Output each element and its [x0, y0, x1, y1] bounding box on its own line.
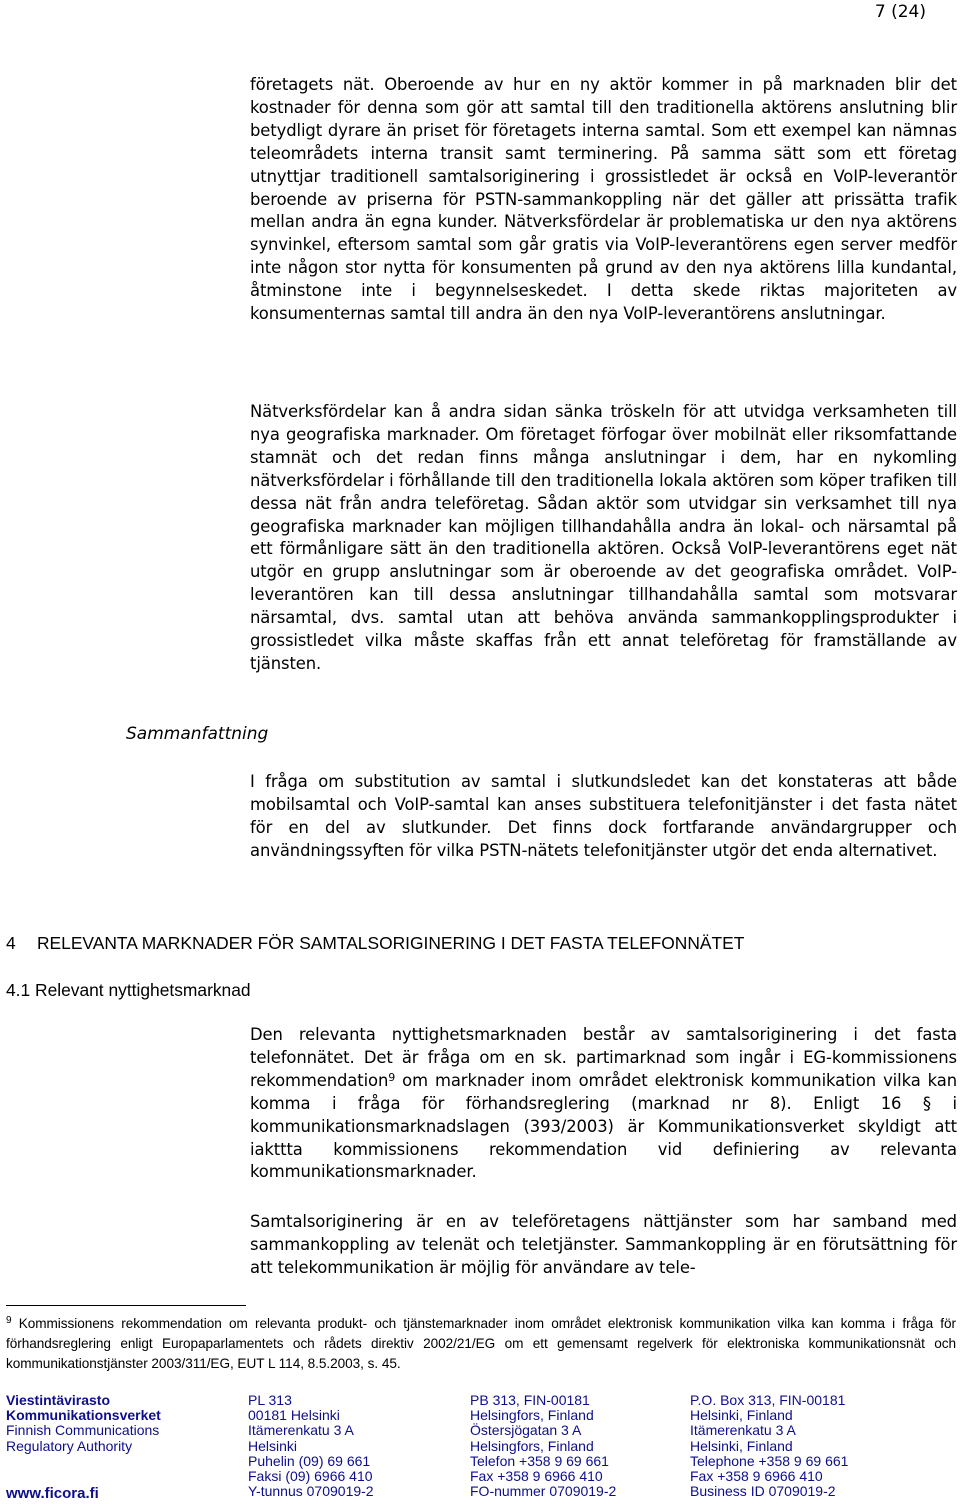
subsection-heading-4-1: 4.1 Relevant nyttighetsmarknad — [6, 980, 251, 1000]
footer-line: Faksi (09) 6966 410 — [248, 1468, 373, 1485]
section-heading-4 — [6, 933, 744, 954]
footer-line: Fax +358 9 6966 410 — [690, 1468, 823, 1485]
footer-agency-swedish: Kommunikationsverket — [6, 1407, 161, 1424]
footer-agency-english-1: Finnish Communications — [6, 1422, 160, 1439]
footer-line: Itämerenkatu 3 A — [690, 1422, 796, 1439]
footer-line: Telephone +358 9 69 661 — [690, 1452, 849, 1469]
footer-line: Telefon +358 9 69 661 — [470, 1452, 609, 1469]
footer-line: P.O. Box 313, FIN-00181 — [690, 1392, 846, 1408]
footer-address-swedish — [470, 1393, 616, 1499]
paragraph-call-origination: Samtalsoriginering är en av teleföretagens nättjänster som har samband med sammankoppling av telenät och teletjänster. Sammankoppling är en förutsättning för att telekommunikation är möjlig för användare av tele- — [250, 1212, 957, 1277]
footer-line: Helsinki, Finland — [690, 1407, 793, 1424]
footnote-text: Kommissionens rekommendation om relevanta produkt- och tjänstemarknader inom området elektronisk kommunikation vilka kan komma i fråga för förhandsreglering enligt Europaparlamentets och rådets direktiv 2002/21/EG om ett gemensamt regelverk för elektroniska kommunikationsnät och kommunikationstjänster 2003/311/EG, EUT L 114, 8.5.2003, s. 45. — [6, 1316, 956, 1371]
page-number: 7 (24) — [874, 2, 926, 22]
section-number: 4 — [6, 933, 16, 953]
section-title: RELEVANTA MARKNADER FÖR SAMTALSORIGINERING I DET FASTA TELEFONNÄTET — [37, 933, 745, 953]
footer-line: Östersjögatan 3 A — [470, 1422, 582, 1439]
footer-line: Helsinki, Finland — [690, 1437, 793, 1454]
paragraph-network-effects: företagets nät. Oberoende av hur en ny aktör kommer in på marknaden blir det kostnader för denna som gör att samtal till den traditionella aktörens anslutning blir betydligt dyrare än priset för företagets interna samtal. Som ett exempel kan nämnas teleområdets interna transit samt terminering. På samma sätt som ett företag utnyttjar traditionell samtalsoriginering i grossistledet är också en VoIP-leverantör beroende av priserna för PSTN-sammankoppling när det gäller att prissätta trafik mellan andra än egna kunder. Nätverksfördelar är problematiska ur den nya aktörens synvinkel, eftersom samtal som går gratis via VoIP-leverantörens egen server medför inte någon stor nytta för konsumenten på grund av den nya aktörens lilla kundantal, åtminstone inte i begynnelseskedet. I detta skede riktas majoriteten av konsumenternas samtal till andra än den nya VoIP-leverantörens anslutningar. — [250, 75, 957, 324]
paragraph-summary: I fråga om substitution av samtal i slutkundsledet kan det konstateras att både mobilsamtal och VoIP-samtal kan anses substituera telefonitjänster i det fasta nätet för en del av slutkunder. Det finns dock fortfarande användargrupper och användningssyften för vilka PSTN-nätets telefonitjänster utgör det enda alternativet. — [250, 772, 957, 860]
footer-website-link[interactable]: www.ficora.fi — [6, 1485, 99, 1502]
footer-line: 00181 Helsinki — [248, 1407, 340, 1424]
footer-line: Helsingfors, Finland — [470, 1437, 594, 1454]
footer-line: PL 313 — [248, 1392, 292, 1408]
footnote-mark: 9 — [6, 1315, 12, 1326]
footer-line: FO-nummer 0709019-2 — [470, 1483, 617, 1500]
footer-line: Itämerenkatu 3 A — [248, 1422, 354, 1439]
footnote-reference: 9 — [388, 1070, 396, 1084]
footer-line: Puhelin (09) 69 661 — [248, 1452, 371, 1469]
paragraph-relevant-market — [250, 1024, 957, 1184]
footer-agency-english-2: Regulatory Authority — [6, 1437, 133, 1454]
footer-line: Fax +358 9 6966 410 — [470, 1468, 603, 1485]
paragraph-geographic-markets: Nätverksfördelar kan å andra sidan sänka tröskeln för att utvidga verksamheten till nya geografiska marknader. Om företaget förfogar över mobilnät eller riksomfattande stamnät och det redan finns många anslutningar i dem, har en nykomling nätverksfördelar i förhållande till den traditionella lokala aktören som köper trafiken till dessa nät från andra teleföretag. Sådan aktör som utvidgar sin verksamhet till nya geografiska marknader kan möjligen tillhandahålla andra än lokal- och närsamtal på ett förmånligare sätt än den traditionella aktören. Också VoIP-leverantörens eget nät utgör en grupp anslutningar som är oberoende av det geografiska området. VoIP-leverantören kan till dessa anslutningar tillhandahålla samtal som motsvarar närsamtal, dvs. samtal utan att behöva använda sammankopplingsprodukter i grossistledet vilka måste skaffas från ett annat teleföretag för framställande av tjänsten. — [250, 402, 957, 673]
footer-line: Helsinki — [248, 1437, 298, 1454]
footer-line: Helsingfors, Finland — [470, 1407, 594, 1424]
footer-line: Business ID 0709019-2 — [690, 1483, 836, 1500]
paragraph-text-end: om marknader inom området elektronisk kommunikation vilka kan komma i fråga för förhandsreglering (marknad nr 8). Enligt 16 § i kommunikationsmarknadslagen (393/2003) är Kommunikationsverket skyldigt att iakttta kommissionens rekommendation vid definiering av relevanta kommunikationsmarknader. — [250, 1070, 957, 1182]
footer-address-english — [690, 1393, 848, 1499]
footer-agency-finnish: Viestintävirasto — [6, 1392, 111, 1408]
footnote — [6, 1314, 956, 1373]
footer-address-finnish — [248, 1393, 374, 1499]
summary-label: Sammanfattning — [126, 724, 269, 744]
footnote-divider — [6, 1305, 246, 1306]
footer-line: Y-tunnus 0709019-2 — [248, 1483, 374, 1500]
footer-line: PB 313, FIN-00181 — [470, 1392, 590, 1408]
paragraph-text-start: Den relevanta nyttighetsmarknaden består av samtalsoriginering i det fasta telefonnätet. Det är fråga om en sk. partimarknad som ingår i EG-kommissionens rekommendation — [250, 1025, 957, 1090]
footer-agency-names — [6, 1393, 161, 1454]
